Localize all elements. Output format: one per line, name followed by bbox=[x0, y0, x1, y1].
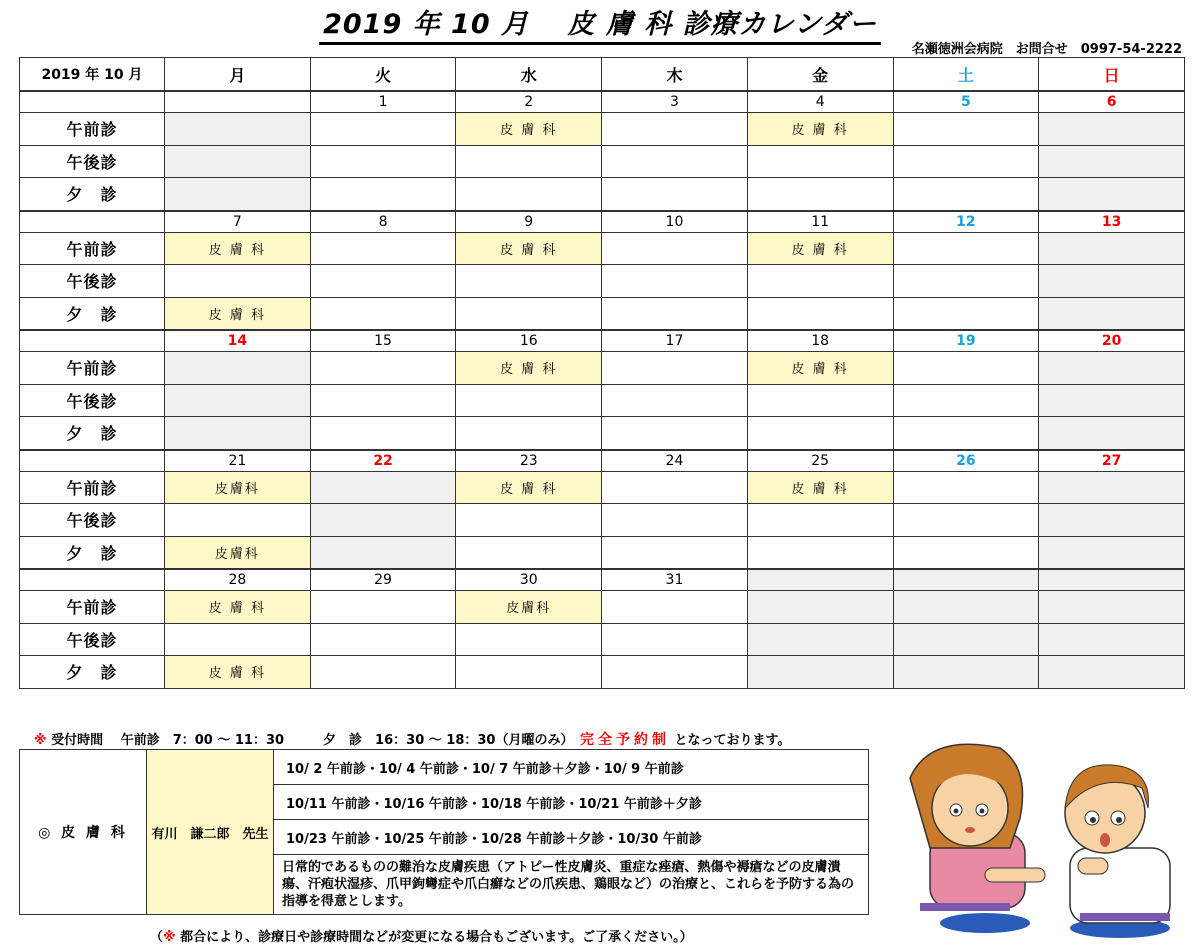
reception-hours-notice bbox=[34, 729, 790, 749]
calendar-table bbox=[19, 57, 1185, 689]
empty-cell bbox=[310, 591, 456, 624]
date-cell: 13 bbox=[1039, 211, 1185, 233]
month-header: 2019 年 10 月 bbox=[20, 58, 165, 92]
date-cell: 20 bbox=[1039, 330, 1185, 352]
slot-row-evening bbox=[20, 178, 1185, 211]
date-cell: 27 bbox=[1039, 450, 1185, 472]
empty-cell bbox=[602, 265, 748, 298]
date-cell: 2 bbox=[456, 91, 602, 113]
slot-label-am: 午前診 bbox=[20, 591, 165, 624]
empty-cell bbox=[602, 352, 748, 385]
weekday-wed: 水 bbox=[456, 58, 602, 92]
slot-label-pm: 午後診 bbox=[20, 384, 165, 417]
empty-cell bbox=[165, 623, 311, 656]
date-cell: 22 bbox=[310, 450, 456, 472]
closed-cell bbox=[1039, 145, 1185, 178]
empty-cell bbox=[747, 384, 893, 417]
date-cell bbox=[165, 91, 311, 113]
empty-cell bbox=[456, 178, 602, 211]
slot-label-evening: 夕 診 bbox=[20, 656, 165, 689]
slot-row-pm bbox=[20, 623, 1185, 656]
closed-cell bbox=[1039, 504, 1185, 537]
schedule-line: 10/11 午前診・10/16 午前診・10/18 午前診・10/21 午前診＋夕診 bbox=[274, 785, 869, 820]
date-cell: 7 bbox=[165, 211, 311, 233]
date-cell: 19 bbox=[893, 330, 1039, 352]
slot-label-evening: 夕 診 bbox=[20, 536, 165, 569]
empty-cell bbox=[747, 265, 893, 298]
closed-cell bbox=[310, 504, 456, 537]
closed-cell bbox=[747, 591, 893, 624]
closed-cell bbox=[165, 352, 311, 385]
slot-row-evening bbox=[20, 536, 1185, 569]
date-cell: 3 bbox=[602, 91, 748, 113]
slot-row-pm bbox=[20, 384, 1185, 417]
date-cell: 8 bbox=[310, 211, 456, 233]
slot-row-am bbox=[20, 232, 1185, 265]
slot-row-am bbox=[20, 471, 1185, 504]
patients-illustration bbox=[890, 738, 1185, 943]
clinic-cell bbox=[165, 656, 311, 689]
clinic-cell bbox=[165, 232, 311, 265]
empty-cell bbox=[310, 623, 456, 656]
weekday-thu: 木 bbox=[602, 58, 748, 92]
slot-label-evening: 夕 診 bbox=[20, 297, 165, 330]
closed-cell bbox=[310, 471, 456, 504]
closed-cell bbox=[893, 623, 1039, 656]
slot-row-am bbox=[20, 591, 1185, 624]
empty-cell bbox=[602, 656, 748, 689]
date-cell: 11 bbox=[747, 211, 893, 233]
clinic-label: 皮 膚 科 bbox=[791, 242, 849, 258]
empty-cell bbox=[602, 471, 748, 504]
footnote bbox=[150, 926, 693, 945]
date-row-label bbox=[20, 450, 165, 472]
clinic-cell bbox=[456, 471, 602, 504]
clinic-label: 皮 膚 科 bbox=[208, 242, 266, 258]
closed-cell bbox=[1039, 113, 1185, 146]
empty-cell bbox=[747, 536, 893, 569]
empty-cell bbox=[893, 417, 1039, 450]
empty-cell bbox=[893, 113, 1039, 146]
weekday-tue: 火 bbox=[310, 58, 456, 92]
clinic-cell bbox=[456, 352, 602, 385]
empty-cell bbox=[602, 178, 748, 211]
empty-cell bbox=[893, 297, 1039, 330]
closed-cell bbox=[1039, 623, 1185, 656]
closed-cell bbox=[1039, 297, 1185, 330]
empty-cell bbox=[456, 623, 602, 656]
weekday-sun: 日 bbox=[1039, 58, 1185, 92]
closed-cell bbox=[1039, 232, 1185, 265]
clinic-cell bbox=[747, 232, 893, 265]
slot-label-am: 午前診 bbox=[20, 471, 165, 504]
closed-cell bbox=[1039, 471, 1185, 504]
empty-cell bbox=[602, 145, 748, 178]
slot-label-am: 午前診 bbox=[20, 352, 165, 385]
empty-cell bbox=[456, 145, 602, 178]
closed-cell bbox=[893, 591, 1039, 624]
date-cell: 23 bbox=[456, 450, 602, 472]
empty-cell bbox=[893, 471, 1039, 504]
closed-cell bbox=[1039, 417, 1185, 450]
closed-cell bbox=[165, 384, 311, 417]
slot-row-pm bbox=[20, 265, 1185, 298]
empty-cell bbox=[310, 178, 456, 211]
clinic-label: 皮 膚 科 bbox=[500, 242, 558, 258]
empty-cell bbox=[310, 265, 456, 298]
closed-cell bbox=[1039, 384, 1185, 417]
doctor-table bbox=[19, 749, 869, 915]
closed-cell bbox=[893, 656, 1039, 689]
date-row bbox=[20, 330, 1185, 352]
empty-cell bbox=[893, 536, 1039, 569]
empty-cell bbox=[747, 417, 893, 450]
date-cell: 14 bbox=[165, 330, 311, 352]
clinic-label: 皮 膚 科 bbox=[791, 481, 849, 497]
closed-cell bbox=[1039, 352, 1185, 385]
date-cell bbox=[893, 569, 1039, 591]
calendar-header-row bbox=[20, 58, 1185, 92]
date-row bbox=[20, 450, 1185, 472]
specialty-description: 日常的であるものの難治な皮膚疾患（アトピー性皮膚炎、重症な痤瘡、熱傷や褥瘡などの皮膚潰瘍、汗疱状湿疹、爪甲鉤彎症や爪白癬などの爪疾患、鶏眼など）の治療と、これらを予防する為の指導を得意とします。 bbox=[274, 855, 869, 915]
date-cell: 4 bbox=[747, 91, 893, 113]
clinic-cell bbox=[165, 471, 311, 504]
empty-cell bbox=[310, 656, 456, 689]
empty-cell bbox=[747, 145, 893, 178]
closed-cell bbox=[165, 417, 311, 450]
clinic-label: 皮 膚 科 bbox=[208, 666, 266, 682]
hospital-contact: 名瀬徳洲会病院 お問合せ 0997-54-2222 bbox=[911, 42, 1182, 57]
empty-cell bbox=[310, 352, 456, 385]
date-cell: 31 bbox=[602, 569, 748, 591]
empty-cell bbox=[747, 297, 893, 330]
slot-label-pm: 午後診 bbox=[20, 623, 165, 656]
closed-cell bbox=[165, 178, 311, 211]
clinic-label: 皮 膚 科 bbox=[500, 362, 558, 378]
date-cell: 30 bbox=[456, 569, 602, 591]
date-cell: 28 bbox=[165, 569, 311, 591]
clinic-label: 皮 膚 科 bbox=[500, 123, 558, 139]
empty-cell bbox=[456, 384, 602, 417]
date-cell: 26 bbox=[893, 450, 1039, 472]
clinic-cell bbox=[165, 536, 311, 569]
empty-cell bbox=[456, 265, 602, 298]
date-row bbox=[20, 211, 1185, 233]
date-row bbox=[20, 91, 1185, 113]
date-cell: 6 bbox=[1039, 91, 1185, 113]
empty-cell bbox=[747, 504, 893, 537]
closed-cell bbox=[1039, 178, 1185, 211]
date-cell bbox=[1039, 569, 1185, 591]
weekday-mon: 月 bbox=[165, 58, 311, 92]
date-cell: 17 bbox=[602, 330, 748, 352]
schedule-line: 10/23 午前診・10/25 午前診・10/28 午前診＋夕診・10/30 午前診 bbox=[274, 820, 869, 855]
empty-cell bbox=[893, 145, 1039, 178]
footnote-open: （ bbox=[150, 930, 164, 945]
clinic-cell bbox=[456, 113, 602, 146]
slot-label-pm: 午後診 bbox=[20, 504, 165, 537]
slot-label-am: 午前診 bbox=[20, 232, 165, 265]
date-cell: 1 bbox=[310, 91, 456, 113]
empty-cell bbox=[602, 113, 748, 146]
date-row-label bbox=[20, 330, 165, 352]
closed-cell bbox=[165, 113, 311, 146]
weekday-sat: 土 bbox=[893, 58, 1039, 92]
slot-row-pm bbox=[20, 504, 1185, 537]
footnote-text: 都合により、診療日や診療時間などが変更になる場合もございます。ご了承ください。） bbox=[175, 930, 693, 945]
empty-cell bbox=[893, 265, 1039, 298]
empty-cell bbox=[602, 232, 748, 265]
date-cell: 24 bbox=[602, 450, 748, 472]
clinic-cell bbox=[747, 352, 893, 385]
slot-row-pm bbox=[20, 145, 1185, 178]
clinic-label: 皮膚科 bbox=[506, 601, 552, 617]
notice-mark: ※ bbox=[34, 733, 47, 748]
clinic-label: 皮 膚 科 bbox=[791, 123, 849, 139]
date-cell: 12 bbox=[893, 211, 1039, 233]
clinic-label: 皮膚科 bbox=[214, 546, 260, 562]
slot-row-am bbox=[20, 113, 1185, 146]
date-cell: 18 bbox=[747, 330, 893, 352]
date-cell: 21 bbox=[165, 450, 311, 472]
closed-cell bbox=[1039, 656, 1185, 689]
date-row-label bbox=[20, 211, 165, 233]
clinic-cell bbox=[165, 297, 311, 330]
slot-label-pm: 午後診 bbox=[20, 265, 165, 298]
date-row bbox=[20, 569, 1185, 591]
notice-text: 受付時間 午前診 7：00 ～ 11：30 夕 診 16：30 ～ 18：30（月曜のみ） bbox=[46, 733, 580, 748]
department-label: ◎ 皮 膚 科 bbox=[20, 750, 147, 915]
date-cell: 5 bbox=[893, 91, 1039, 113]
weekday-fri: 金 bbox=[747, 58, 893, 92]
clinic-label: 皮 膚 科 bbox=[208, 601, 266, 617]
empty-cell bbox=[310, 113, 456, 146]
empty-cell bbox=[165, 504, 311, 537]
empty-cell bbox=[456, 417, 602, 450]
empty-cell bbox=[893, 504, 1039, 537]
slot-row-evening bbox=[20, 297, 1185, 330]
date-cell: 15 bbox=[310, 330, 456, 352]
date-row-label bbox=[20, 569, 165, 591]
closed-cell bbox=[1039, 265, 1185, 298]
date-cell: 29 bbox=[310, 569, 456, 591]
clinic-cell bbox=[165, 591, 311, 624]
empty-cell bbox=[456, 656, 602, 689]
empty-cell bbox=[456, 297, 602, 330]
empty-cell bbox=[893, 232, 1039, 265]
clinic-cell bbox=[747, 113, 893, 146]
empty-cell bbox=[310, 417, 456, 450]
slot-label-evening: 夕 診 bbox=[20, 178, 165, 211]
doctor-name: 有川 謙二郎 先生 bbox=[147, 750, 274, 915]
empty-cell bbox=[602, 591, 748, 624]
slot-row-am bbox=[20, 352, 1185, 385]
schedule-line: 10/ 2 午前診・10/ 4 午前診・10/ 7 午前診＋夕診・10/ 9 午前診 bbox=[274, 750, 869, 785]
empty-cell bbox=[602, 536, 748, 569]
closed-cell bbox=[1039, 591, 1185, 624]
empty-cell bbox=[456, 504, 602, 537]
reservation-only: 完全予約制 bbox=[579, 732, 670, 748]
closed-cell bbox=[747, 656, 893, 689]
slot-row-evening bbox=[20, 417, 1185, 450]
page-title: 2019 年 10 月 皮 膚 科 診療カレンダー bbox=[0, 2, 1200, 41]
slot-label-pm: 午後診 bbox=[20, 145, 165, 178]
empty-cell bbox=[310, 232, 456, 265]
empty-cell bbox=[602, 623, 748, 656]
closed-cell bbox=[310, 536, 456, 569]
slot-row-evening bbox=[20, 656, 1185, 689]
date-cell: 10 bbox=[602, 211, 748, 233]
empty-cell bbox=[602, 384, 748, 417]
clinic-label: 皮 膚 科 bbox=[500, 481, 558, 497]
empty-cell bbox=[893, 352, 1039, 385]
empty-cell bbox=[165, 265, 311, 298]
date-cell: 9 bbox=[456, 211, 602, 233]
date-cell: 16 bbox=[456, 330, 602, 352]
clinic-label: 皮 膚 科 bbox=[791, 362, 849, 378]
date-cell: 25 bbox=[747, 450, 893, 472]
empty-cell bbox=[602, 504, 748, 537]
empty-cell bbox=[310, 145, 456, 178]
clinic-cell bbox=[456, 232, 602, 265]
empty-cell bbox=[602, 417, 748, 450]
date-row-label bbox=[20, 91, 165, 113]
empty-cell bbox=[602, 297, 748, 330]
clinic-cell bbox=[456, 591, 602, 624]
footnote-mark: ※ bbox=[163, 930, 176, 945]
clinic-label: 皮 膚 科 bbox=[208, 307, 266, 323]
clinic-label: 皮膚科 bbox=[214, 481, 260, 497]
notice-suffix: となっております。 bbox=[669, 733, 791, 748]
closed-cell bbox=[747, 623, 893, 656]
empty-cell bbox=[310, 384, 456, 417]
slot-label-am: 午前診 bbox=[20, 113, 165, 146]
empty-cell bbox=[310, 297, 456, 330]
empty-cell bbox=[893, 178, 1039, 211]
slot-label-evening: 夕 診 bbox=[20, 417, 165, 450]
date-cell bbox=[747, 569, 893, 591]
closed-cell bbox=[165, 145, 311, 178]
empty-cell bbox=[456, 536, 602, 569]
empty-cell bbox=[747, 178, 893, 211]
clinic-cell bbox=[747, 471, 893, 504]
empty-cell bbox=[893, 384, 1039, 417]
closed-cell bbox=[1039, 536, 1185, 569]
